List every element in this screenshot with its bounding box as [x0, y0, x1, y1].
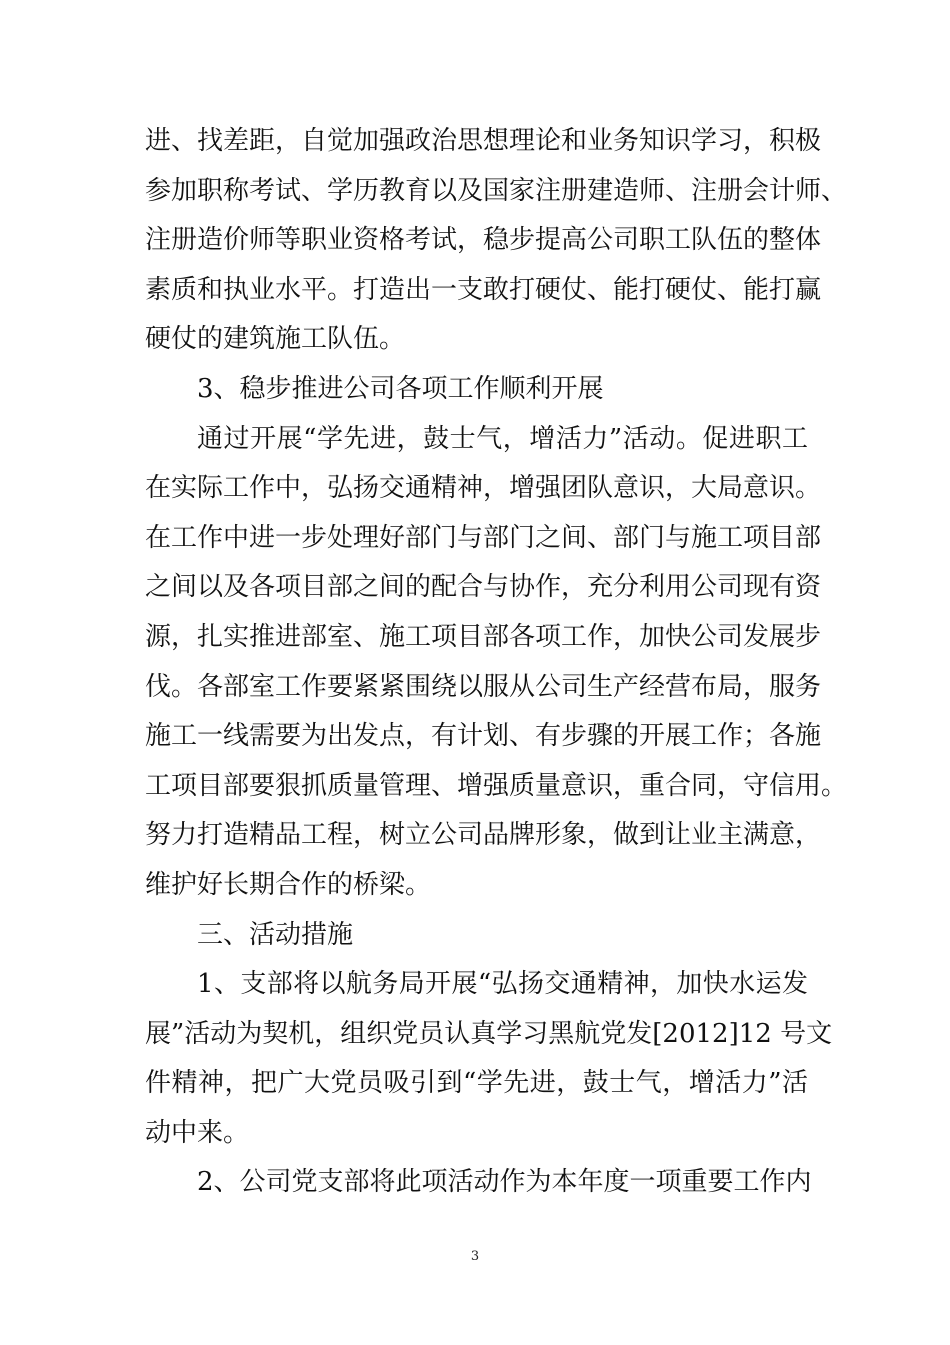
- text-line: 工项目部要狠抓质量管理、增强质量意识，重合同，守信用。: [145, 770, 848, 801]
- page-number: 3: [470, 1249, 480, 1264]
- text-line: 通过开展“学先进，鼓士气，增活力”活动。促进职工: [197, 423, 808, 454]
- text-line: 2、公司党支部将此项活动作为本年度一项重要工作内: [197, 1167, 812, 1198]
- text-line: 动中来。: [145, 1117, 250, 1148]
- text-line: 伐。各部室工作要紧紧围绕以服从公司生产经营布局，服务: [145, 671, 822, 702]
- text-line: 1、支部将以航务局开展“弘扬交通精神，加快水运发: [197, 969, 808, 1000]
- paragraph: [145, 365, 808, 415]
- paragraph: [145, 117, 848, 365]
- paragraph: [145, 1158, 812, 1208]
- text-line: 展”活动为契机，组织党员认真学习黑航党发[2012]12 号文: [145, 1018, 833, 1049]
- text-line: 3、稳步推进公司各项工作顺利开展: [197, 373, 604, 404]
- text-line: 之间以及各项目部之间的配合与协作，充分利用公司现有资: [145, 572, 822, 603]
- document-body: [145, 117, 848, 1208]
- text-line: 件精神，把广大党员吸引到“学先进，鼓士气，增活力”活: [145, 1068, 808, 1099]
- text-line: 注册造价师等职业资格考试，稳步提高公司职工队伍的整体: [145, 225, 822, 256]
- paragraph: [145, 415, 848, 911]
- paragraph: [145, 960, 833, 1158]
- text-line: 源，扎实推进部室、施工项目部各项工作，加快公司发展步: [145, 621, 822, 652]
- text-line: 硬仗的建筑施工队伍。: [145, 324, 406, 355]
- text-line: 施工一线需要为出发点，有计划、有步骤的开展工作；各施: [145, 721, 822, 752]
- text-line: 在实际工作中，弘扬交通精神，增强团队意识，大局意识。: [145, 473, 822, 504]
- text-line: 努力打造精品工程，树立公司品牌形象，做到让业主满意，: [145, 820, 822, 851]
- text-line: 维护好长期合作的桥梁。: [145, 869, 432, 900]
- text-line: 三、活动措施: [197, 919, 354, 950]
- text-line: 参加职称考试、学历教育以及国家注册建造师、注册会计师、: [145, 175, 848, 206]
- text-line: 素质和执业水平。打造出一支敢打硬仗、能打硬仗、能打赢: [145, 274, 822, 305]
- text-line: 在工作中进一步处理好部门与部门之间、部门与施工项目部: [145, 522, 822, 553]
- paragraph: [145, 911, 808, 961]
- text-line: 进、找差距，自觉加强政治思想理论和业务知识学习，积极: [145, 126, 822, 156]
